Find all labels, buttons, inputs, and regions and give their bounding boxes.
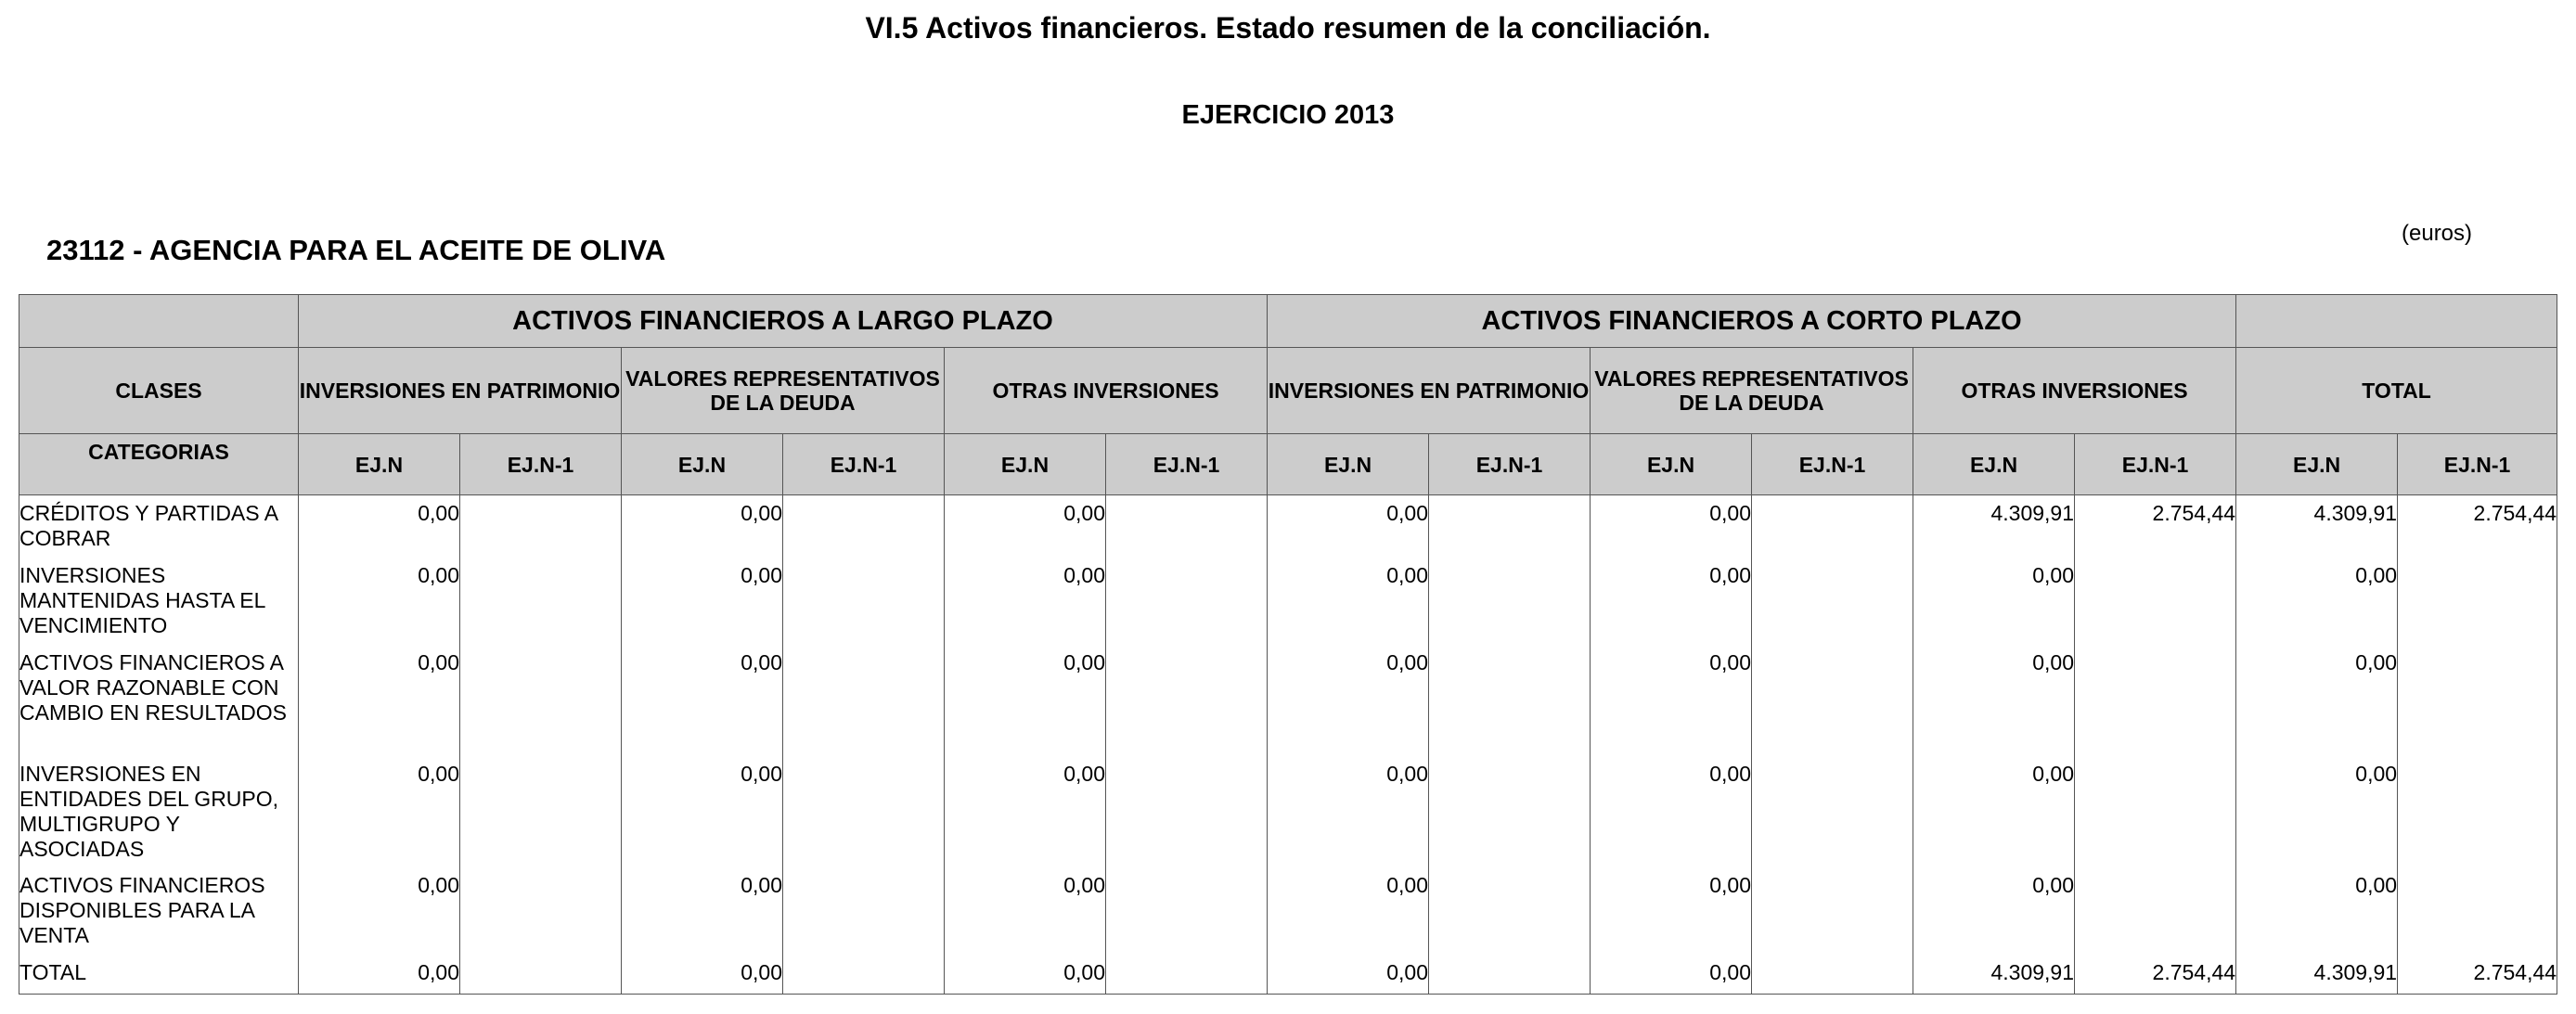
- value-cell: [2075, 867, 2236, 955]
- row-label: CRÉDITOS Y PARTIDAS A COBRAR: [19, 495, 299, 558]
- value-cell: [1752, 756, 1913, 867]
- st-inversiones-header: INVERSIONES EN PATRIMONIO: [1268, 348, 1591, 434]
- value-cell: [2075, 558, 2236, 645]
- row-label: ACTIVOS FINANCIEROS DISPONIBLES PARA LA VENTA: [19, 867, 299, 955]
- table-row: [19, 495, 2557, 558]
- period-header-ejn: EJ.N: [1913, 434, 2075, 495]
- value-cell: [1106, 867, 1268, 955]
- period-header-ejn: EJ.N: [1268, 434, 1429, 495]
- lt-valores-header: VALORES REPRESENTATIVOS DE LA DEUDA: [622, 348, 945, 434]
- period-header-ejn1: EJ.N-1: [1752, 434, 1913, 495]
- value-cell: 0,00: [299, 955, 460, 995]
- value-cell: [1752, 645, 1913, 756]
- value-cell: 0,00: [1268, 558, 1429, 645]
- table-row: [19, 756, 2557, 867]
- value-cell: [460, 558, 622, 645]
- value-cell: [783, 558, 945, 645]
- reconciliation-table: [19, 294, 2557, 995]
- period-header-ejn1: EJ.N-1: [2398, 434, 2557, 495]
- categorias-header: CATEGORIAS: [19, 434, 299, 495]
- table-row: [19, 867, 2557, 955]
- row-label: ACTIVOS FINANCIEROS A VALOR RAZONABLE CON CAMBIO EN RESULTADOS: [19, 645, 299, 756]
- value-cell: 0,00: [1268, 756, 1429, 867]
- value-cell: [1106, 558, 1268, 645]
- period-header-ejn1: EJ.N-1: [1106, 434, 1268, 495]
- st-valores-header: VALORES REPRESENTATIVOS DE LA DEUDA: [1591, 348, 1913, 434]
- value-cell: 0,00: [945, 867, 1106, 955]
- value-cell: 0,00: [1591, 558, 1752, 645]
- lt-otras-header: OTRAS INVERSIONES: [945, 348, 1268, 434]
- clases-header: CLASES: [19, 348, 299, 434]
- value-cell: [2075, 645, 2236, 756]
- value-cell: 0,00: [945, 645, 1106, 756]
- value-cell: [2398, 756, 2557, 867]
- value-cell: 0,00: [1913, 645, 2075, 756]
- value-cell: 0,00: [2236, 756, 2398, 867]
- value-cell: 0,00: [1591, 756, 1752, 867]
- period-header-ejn1: EJ.N-1: [2075, 434, 2236, 495]
- value-cell: [1106, 495, 1268, 558]
- value-cell: [1429, 867, 1591, 955]
- value-cell: 4.309,91: [1913, 495, 2075, 558]
- header-row-groups: [19, 295, 2557, 348]
- value-cell: [783, 645, 945, 756]
- value-cell: [783, 756, 945, 867]
- value-cell: 0,00: [945, 495, 1106, 558]
- value-cell: [1429, 645, 1591, 756]
- page-title: VI.5 Activos financieros. Estado resumen de la conciliación.: [865, 11, 1711, 45]
- units-label: (euros): [2402, 221, 2473, 246]
- period-header-ejn: EJ.N: [2236, 434, 2398, 495]
- value-cell: [1429, 955, 1591, 995]
- value-cell: [2075, 756, 2236, 867]
- value-cell: 0,00: [299, 558, 460, 645]
- value-cell: 0,00: [622, 558, 783, 645]
- value-cell: 0,00: [945, 558, 1106, 645]
- value-cell: [460, 955, 622, 995]
- value-cell: 0,00: [299, 756, 460, 867]
- value-cell: 2.754,44: [2398, 495, 2557, 558]
- value-cell: 2.754,44: [2075, 955, 2236, 995]
- value-cell: [460, 867, 622, 955]
- value-cell: [1752, 495, 1913, 558]
- value-cell: [2398, 558, 2557, 645]
- period-header-ejn1: EJ.N-1: [460, 434, 622, 495]
- value-cell: [783, 495, 945, 558]
- header-row-periods: [19, 434, 2557, 495]
- row-label: INVERSIONES MANTENIDAS HASTA EL VENCIMIENTO: [19, 558, 299, 645]
- value-cell: 0,00: [622, 756, 783, 867]
- header-row-classes: [19, 348, 2557, 434]
- value-cell: [2398, 645, 2557, 756]
- value-cell: 4.309,91: [2236, 495, 2398, 558]
- value-cell: 2.754,44: [2075, 495, 2236, 558]
- table-row: [19, 645, 2557, 756]
- period-header-ejn1: EJ.N-1: [783, 434, 945, 495]
- row-label: TOTAL: [19, 955, 299, 995]
- value-cell: 0,00: [1591, 495, 1752, 558]
- value-cell: 0,00: [2236, 645, 2398, 756]
- value-cell: [783, 867, 945, 955]
- value-cell: 0,00: [945, 756, 1106, 867]
- value-cell: 0,00: [2236, 867, 2398, 955]
- value-cell: 0,00: [299, 867, 460, 955]
- value-cell: [1752, 955, 1913, 995]
- value-cell: 0,00: [2236, 558, 2398, 645]
- period-header-ejn: EJ.N: [1591, 434, 1752, 495]
- value-cell: 0,00: [945, 955, 1106, 995]
- value-cell: [783, 955, 945, 995]
- value-cell: 0,00: [1913, 756, 2075, 867]
- value-cell: [1429, 558, 1591, 645]
- value-cell: 0,00: [622, 495, 783, 558]
- value-cell: 0,00: [299, 495, 460, 558]
- value-cell: [1429, 756, 1591, 867]
- value-cell: 0,00: [1591, 955, 1752, 995]
- value-cell: [1106, 645, 1268, 756]
- group-header-short-term: ACTIVOS FINANCIEROS A CORTO PLAZO: [1268, 295, 2236, 348]
- value-cell: [1752, 558, 1913, 645]
- st-otras-header: OTRAS INVERSIONES: [1913, 348, 2236, 434]
- value-cell: [1106, 955, 1268, 995]
- total-header: TOTAL: [2236, 348, 2557, 434]
- value-cell: [460, 495, 622, 558]
- group-header-total-blank: [2236, 295, 2557, 348]
- value-cell: [460, 756, 622, 867]
- period-header-ejn1: EJ.N-1: [1429, 434, 1591, 495]
- value-cell: [1106, 756, 1268, 867]
- value-cell: 4.309,91: [1913, 955, 2075, 995]
- value-cell: 0,00: [1268, 867, 1429, 955]
- period-header-ejn: EJ.N: [622, 434, 783, 495]
- fiscal-year-heading: EJERCICIO 2013: [1181, 100, 1395, 130]
- value-cell: 0,00: [1591, 867, 1752, 955]
- value-cell: 0,00: [622, 645, 783, 756]
- total-row: [19, 955, 2557, 995]
- value-cell: 0,00: [1913, 867, 2075, 955]
- header-corner-cell: [19, 295, 299, 348]
- value-cell: 0,00: [1268, 955, 1429, 995]
- value-cell: 4.309,91: [2236, 955, 2398, 995]
- group-header-long-term: ACTIVOS FINANCIEROS A LARGO PLAZO: [299, 295, 1268, 348]
- row-label: INVERSIONES EN ENTIDADES DEL GRUPO, MULTIGRUPO Y ASOCIADAS: [19, 756, 299, 867]
- entity-name: 23112 - AGENCIA PARA EL ACEITE DE OLIVA: [46, 234, 666, 266]
- value-cell: 0,00: [1591, 645, 1752, 756]
- period-header-ejn: EJ.N: [299, 434, 460, 495]
- period-header-ejn: EJ.N: [945, 434, 1106, 495]
- value-cell: 2.754,44: [2398, 955, 2557, 995]
- value-cell: [460, 645, 622, 756]
- value-cell: [2398, 867, 2557, 955]
- table-row: [19, 558, 2557, 645]
- value-cell: [1429, 495, 1591, 558]
- value-cell: 0,00: [622, 955, 783, 995]
- value-cell: 0,00: [299, 645, 460, 756]
- value-cell: 0,00: [1913, 558, 2075, 645]
- value-cell: 0,00: [1268, 645, 1429, 756]
- value-cell: 0,00: [622, 867, 783, 955]
- value-cell: [1752, 867, 1913, 955]
- lt-inversiones-header: INVERSIONES EN PATRIMONIO: [299, 348, 622, 434]
- value-cell: 0,00: [1268, 495, 1429, 558]
